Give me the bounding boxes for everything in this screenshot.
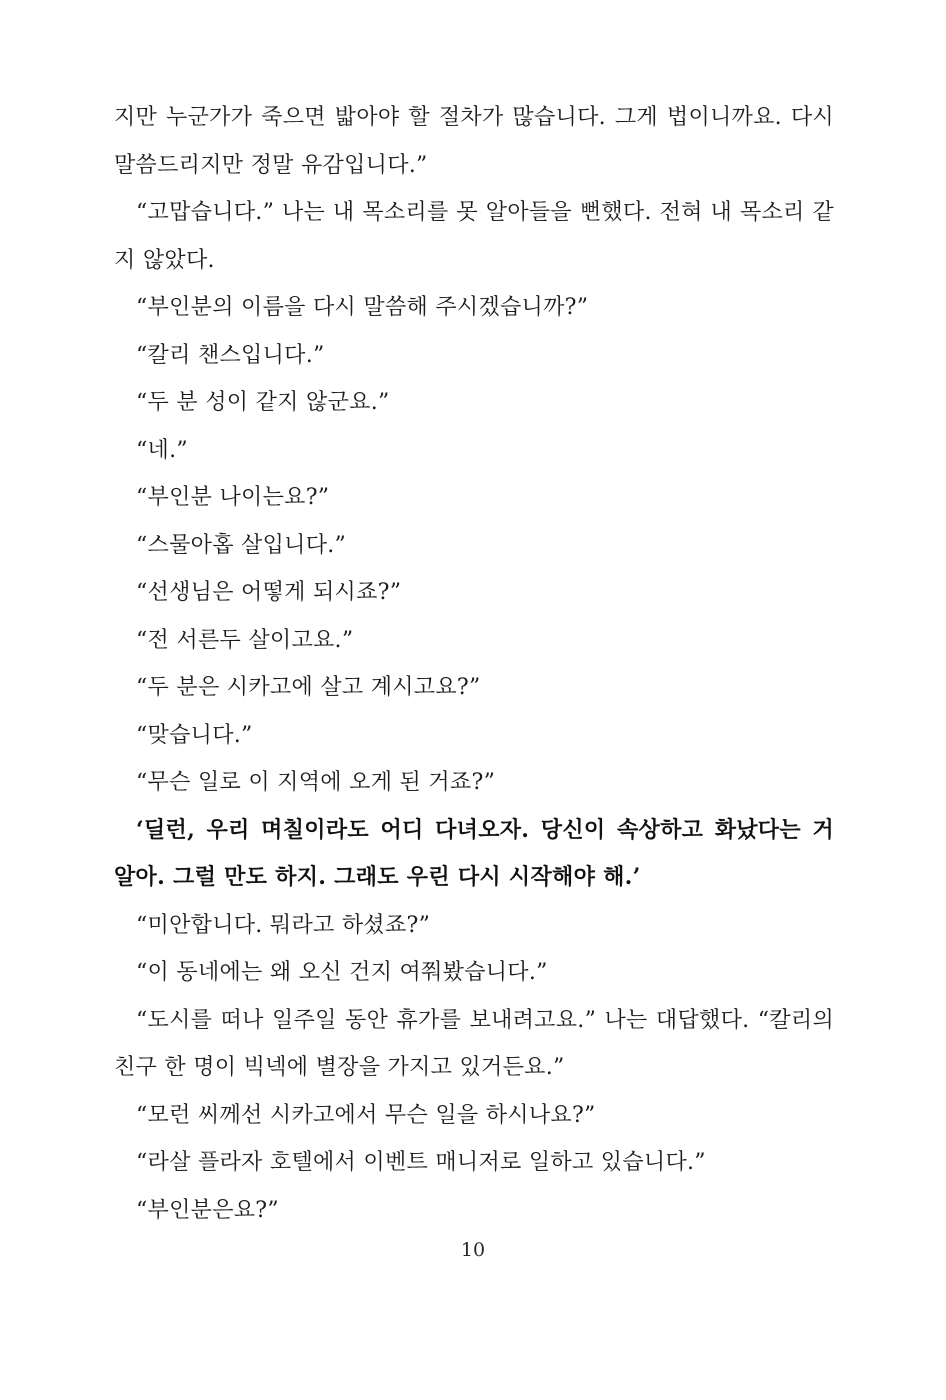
paragraph: “부인분 나이는요?” [136,485,330,510]
paragraph: “도시를 떠나 일주일 동안 휴가를 보내려고요.” 나는 대답했다. “칼리의 친구 한 명이 빅넥에 별장을 가지고 있거든요.” [114,1007,834,1080]
paragraph: “전 서른두 살이고요.” [136,627,354,653]
page-number: 10 [460,1239,486,1261]
paragraph: “부인분의 이름을 다시 말씀해 주시겠습니까?” [136,295,589,320]
paragraph: “네.” [136,437,188,463]
paragraph: “고맙습니다.” 나는 내 목소리를 못 알아들을 뻔했다. 전혀 내 목소리 같지 않았다. [114,200,834,273]
page-text [114,94,834,1234]
paragraph: “모런 씨께선 시카고에서 무슨 일을 하시나요?” [136,1102,596,1128]
paragraph: “라살 플라자 호텔에서 이벤트 매니저로 일하고 있습니다.” [136,1150,706,1175]
paragraph: “이 동네에는 왜 오신 건지 여쭤봤습니다.” [136,960,548,985]
paragraph: “미안합니다. 뭐라고 하셨죠?” [136,912,431,938]
paragraph: 지만 누군가가 죽으면 밟아야 할 절차가 많습니다. 그게 법이니까요. 다시 말씀드리지만 정말 유감입니다.” [114,105,834,178]
paragraph: “맞습니다.” [136,722,253,748]
paragraph: “부인분은요?” [136,1197,279,1223]
paragraph: “두 분 성이 같지 않군요.” [136,390,390,415]
paragraph: “무슨 일로 이 지역에 오게 된 거죠?” [136,770,496,795]
paragraph: “두 분은 시카고에 살고 계시고요?” [136,675,481,700]
paragraph: “선생님은 어떻게 되시죠?” [136,580,402,605]
paragraph: “스물아홉 살입니다.” [136,532,347,558]
paragraph: “칼리 챈스입니다.” [136,342,325,368]
paragraph-inner-thought: ‘딜런, 우리 며칠이라도 어디 다녀오자. 당신이 속상하고 화났다는 거 알아. 그럴 만도 하지. 그래도 우린 다시 시작해야 해.’ [114,816,834,890]
